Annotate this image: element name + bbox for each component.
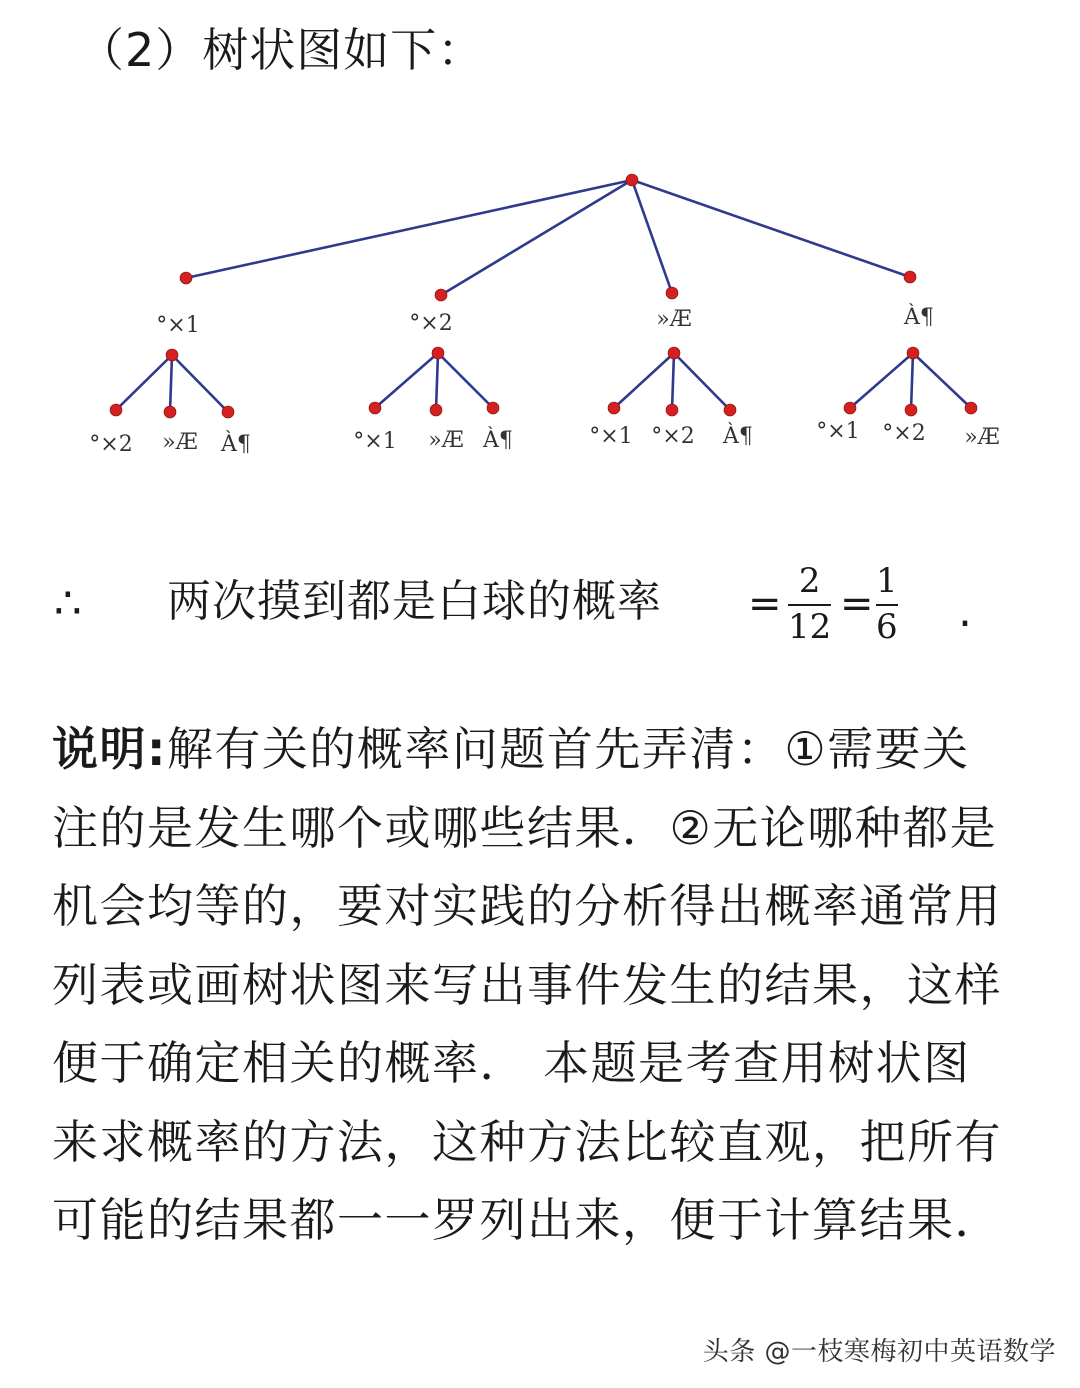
tree-label: »Æ bbox=[428, 428, 464, 453]
tree-label: °×1 bbox=[353, 429, 397, 454]
tree-leaf-node bbox=[965, 402, 977, 414]
tree-node bbox=[668, 347, 680, 359]
tree-label: À¶ bbox=[723, 424, 753, 449]
tree-node bbox=[180, 272, 192, 284]
tree-label: °×2 bbox=[882, 421, 926, 446]
note-body: 解有关的概率问题首先弄清：①需要关注的是发生哪个或哪些结果．②无论哪种都是机会均等的，要对实践的分析得出概率通常用列表或画树状图来写出事件发生的结果，这样便于确定相关的概率． 本题是考查用树状图来求概率的方法，这种方法比较直观，把所有可能的结果都一一罗列出来，便于计算结果． bbox=[52, 722, 1002, 1247]
tree-leaf-node bbox=[724, 404, 736, 416]
period: . bbox=[958, 586, 972, 637]
tree-label: °×2 bbox=[409, 311, 453, 336]
tree-leaf-node bbox=[164, 406, 176, 418]
tree-leaf-node bbox=[487, 402, 499, 414]
tree-leaf-node bbox=[430, 404, 442, 416]
probability-statement: 两次摸到都是白球的概率 bbox=[167, 576, 662, 627]
fraction-bar bbox=[788, 604, 831, 606]
fraction-2-12 bbox=[788, 562, 831, 646]
tree-leaf-node bbox=[905, 404, 917, 416]
fraction-1-6 bbox=[876, 562, 898, 646]
fraction-bar bbox=[876, 604, 898, 606]
tree-node bbox=[166, 349, 178, 361]
tree-label: À¶ bbox=[221, 432, 251, 457]
tree-leaf-node bbox=[110, 404, 122, 416]
tree-leaf-node bbox=[666, 404, 678, 416]
probability-conclusion bbox=[52, 562, 1052, 652]
denominator: 6 bbox=[876, 607, 898, 647]
tree-node bbox=[907, 347, 919, 359]
tree-leaf-node bbox=[844, 402, 856, 414]
tree-node bbox=[432, 347, 444, 359]
tree-diagram bbox=[0, 150, 1080, 480]
tree-leaf-node bbox=[222, 406, 234, 418]
tree-label: °×1 bbox=[156, 313, 200, 338]
tree-node bbox=[904, 271, 916, 283]
therefore-symbol: ∴ bbox=[54, 578, 82, 629]
denominator: 12 bbox=[788, 607, 832, 647]
watermark: 头条 @一枝寒梅初中英语数学 bbox=[702, 1337, 1056, 1367]
numerator: 2 bbox=[798, 561, 821, 601]
tree-label: »Æ bbox=[964, 425, 1000, 450]
tree-label: °×1 bbox=[816, 419, 860, 444]
tree-label: »Æ bbox=[656, 307, 692, 332]
tree-label: °×2 bbox=[651, 424, 695, 449]
note-label: 说明: bbox=[52, 722, 167, 776]
explanation-note bbox=[52, 710, 1012, 1260]
tree-root-node bbox=[626, 174, 638, 186]
tree-node bbox=[666, 287, 678, 299]
tree-leaf-node bbox=[608, 402, 620, 414]
tree-node bbox=[435, 289, 447, 301]
equals-sign: = bbox=[748, 581, 782, 627]
tree-label: À¶ bbox=[904, 305, 934, 330]
tree-leaf-node bbox=[369, 402, 381, 414]
tree-label: »Æ bbox=[162, 430, 198, 455]
equals-sign-2: = bbox=[840, 581, 874, 627]
tree-label: °×1 bbox=[589, 424, 633, 449]
section-heading: （2）树状图如下： bbox=[78, 23, 485, 77]
tree-label: °×2 bbox=[89, 432, 133, 457]
tree-label: À¶ bbox=[483, 428, 513, 453]
numerator: 1 bbox=[876, 561, 898, 601]
